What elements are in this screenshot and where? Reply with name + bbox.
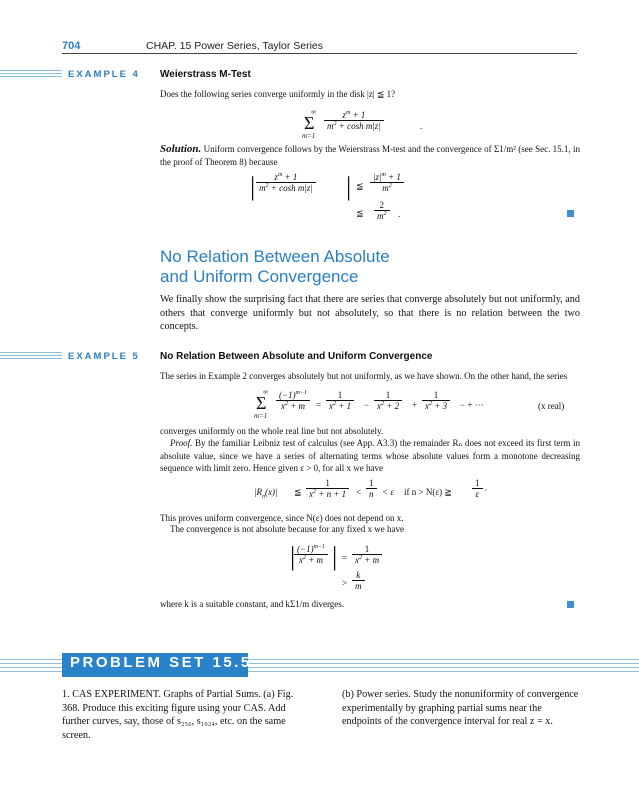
example4-title: Weierstrass M-Test: [160, 69, 251, 80]
if-condition: if n > N(ε) ≧: [404, 487, 452, 497]
section-paragraph: We finally show the surprising fact that there are series that converge absolutely but not uniformly, and others that converge uniformly but not absolutely, so that there is no relation between the two concepts.: [160, 294, 580, 332]
example5-label: EXAMPLE 5: [68, 351, 140, 362]
end-of-example-marker-2: [567, 601, 574, 608]
example4-solution: [160, 143, 580, 168]
problem1-right: (b) Power series. Study the nonuniformity of convergence experimentally by graphing partial sums near the endpoints of the convergence interval for real z = x.: [342, 689, 579, 728]
remainder-inequality: $|R_n(x)|$ ≦ $\frac{1}{x^2 + n + 1}$ < $\frac{1}{n}$ < ε: [254, 478, 394, 500]
converges-text: converges uniformly on the whole real line but not absolutely.: [160, 426, 384, 436]
example4-question: Does the following series converge uniformly in the disk |z| ≦ 1?: [160, 89, 396, 99]
proof-text: By the familiar Leibniz test of calculus (see App. A3.3) the remainder Rₙ does not exceed its first term in absolute value, since we have a series of alternating terms whose absolute values form a monotone decreasing sequence with limit zero. Hence given ε > 0, for all x we have: [160, 438, 580, 473]
proves-text: This proves uniform convergence, since N(ε) does not depend on x.: [160, 513, 404, 523]
not-absolute-text: The convergence is not absolute because for any fixed x we have: [170, 524, 404, 534]
if-condition-fraction: $\frac{1}{\varepsilon}$ .: [472, 478, 487, 499]
problem-set-title: PROBLEM SET 15.5: [70, 654, 252, 671]
example4-series-formula: ∞ Σ m=1 $\frac{z^m + 1}{m^2 + \cosh m|z|}$ .: [302, 108, 423, 140]
section-heading: [160, 247, 390, 287]
section-heading-line2: and Uniform Convergence: [160, 267, 359, 286]
proof-paragraph: [160, 437, 580, 475]
example5-title: No Relation Between Absolute and Uniform Convergence: [160, 351, 433, 362]
section-heading-line1: No Relation Between Absolute: [160, 247, 390, 266]
proof-label: Proof.: [170, 438, 193, 448]
absolute-comparison: | $\frac{(-1)^{m-1}}{x^2 + m}$ | = $\frac{1}{x^2 + m}$ > $\frac{k}{m}$: [290, 542, 420, 592]
example5-rule-lines: [0, 352, 62, 361]
page-number: 704: [62, 40, 81, 52]
header-rule: [62, 53, 577, 54]
problem1-left: 1. CAS EXPERIMENT. Graphs of Partial Sums. (a) Fig. 368. Produce this exciting figure using your CAS. Add further curves, say, those of s₂₅₆, s₁₀₂₄, etc. on the same screen.: [62, 689, 294, 741]
x-real-note: (x real): [538, 401, 565, 411]
end-of-example-marker: [567, 210, 574, 217]
example4-rule-lines: [0, 70, 62, 79]
solution-label: Solution.: [160, 143, 202, 155]
example4-inequality: | $\frac{z^m + 1}{m^2 + \cosh m|z|}$ | ≦ $\frac{|z|^m + 1}{m^2}$ ≦ $\frac{2}{m^2}$ .: [250, 172, 450, 232]
example4-label: EXAMPLE 4: [68, 69, 140, 80]
solution-text: Uniform convergence follows by the Weierstrass M-test and the convergence of Σ1/m² (see Sec. 15.1, in the proof of Theorem 8) because: [160, 144, 581, 167]
chapter-title: CHAP. 15 Power Series, Taylor Series: [146, 40, 324, 52]
example5-series-formula: ∞ Σ m=1 $\frac{(-1)^{m-1}}{x^2 + m}$ = $\frac{1}{x^2 + 1}$ − $\frac{1}{x^2 + 2}$ + $\frac{1}{x^2 + 3}$ − + ···: [254, 388, 484, 420]
example5-intro: The series in Example 2 converges absolutely but not uniformly, as we have shown. On the other hand, the series: [160, 371, 568, 381]
where-text: where k is a suitable constant, and kΣ1/m diverges.: [160, 599, 345, 609]
